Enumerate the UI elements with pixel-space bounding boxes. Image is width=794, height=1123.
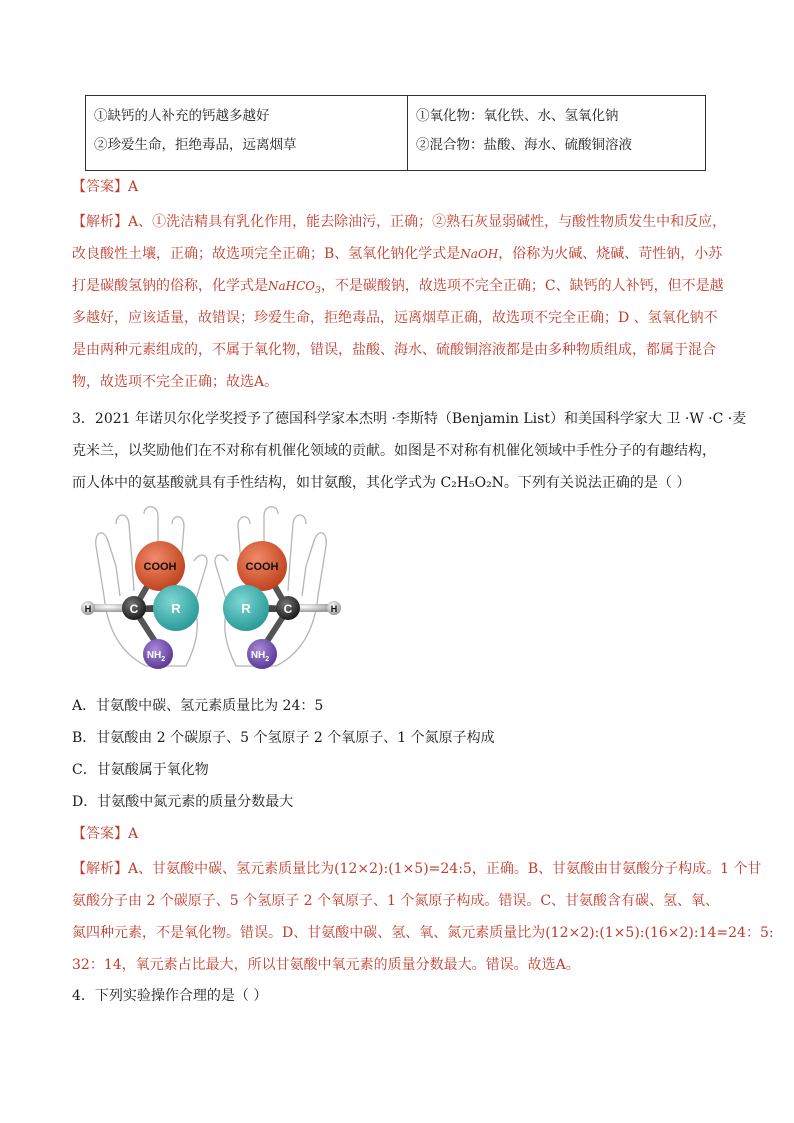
table-right-line-2: ②混合物：盐酸、海水、硫酸铜溶液	[416, 137, 632, 153]
q3-answer-tag: 【答案】	[72, 826, 128, 842]
left-cooh-label: COOH	[143, 561, 177, 573]
q3-answer	[72, 824, 732, 844]
q2-explain-text-5: ，不是碳酸钠，故选项不完全正确；C、缺钙的人补钙，但不是越	[320, 278, 724, 294]
q2-explain-tag: 【解析】	[72, 214, 128, 230]
q3-answer-value: A	[128, 826, 139, 842]
q3-explain-line-4: 32：14，氧元素占比最大，所以甘氨酸中氧元素的质量分数最大。错误。故选A。	[72, 957, 580, 973]
q2-explain-text-3: ，俗称为火碱、烧碱、苛性钠，小苏	[498, 246, 723, 262]
q3-stem-line-2: 克米兰，以奖励他们在不对称有机催化领域的贡献。如图是不对称有机催化领域中手性分子的有趣结构，	[72, 443, 716, 459]
q3-explain-line-3: 氮四种元素，不是氧化物。错误。D、甘氨酸中碳、氢、氧、氮元素质量比为(12×2):(1×5):(16×2):14=24：5:	[72, 925, 774, 941]
table-left-cell	[86, 96, 408, 171]
q2-answer-tag: 【答案】	[72, 179, 128, 195]
q2-explain-line-5: 是由两种元素组成的，不属于氧化物，错误，盐酸、海水、硫酸铜溶液都是由多种物质组成，都属于混合	[72, 342, 716, 358]
table-right-cell	[408, 96, 706, 171]
q2-explain-text-2: 改良酸性土壤，正确；故选项完全正确；B、氢氧化钠化学式是	[72, 246, 461, 262]
q3-explain-line-2: 氨酸分子由 2 个碳原子、5 个氢原子 2 个氧原子、1 个氮原子构成。错误。C、甘氨酸含有碳、氢、氧、	[72, 893, 720, 909]
q3-option-c: C．甘氨酸属于氧化物	[72, 762, 209, 778]
table-left-line-2: ②珍爱生命，拒绝毒品，远离烟草	[94, 137, 297, 153]
q3-stem-line-1: 3．2021 年诺贝尔化学奖授予了德国科学家本杰明 ·李斯特（Benjamin List）和美国科学家大 卫 ·W ·C ·麦	[72, 411, 747, 427]
right-h-label: H	[330, 604, 338, 614]
options-table	[85, 95, 706, 171]
q3-option-b: B．甘氨酸由 2 个碳原子、5 个氢原子 2 个氧原子、1 个氮原子构成	[72, 730, 495, 746]
right-nh2-label: $NH_2$	[250, 650, 270, 663]
table-right-line-1: ①氧化物：氧化铁、水、氢氧化钠	[416, 108, 619, 124]
q2-explain-text-4: 打是碳酸氢钠的俗称，化学式是	[72, 278, 268, 294]
q2-explain-line-3	[72, 276, 732, 301]
q3-explain-tag: 【解析】	[72, 861, 128, 877]
q4-stem: 4．下列实验操作合理的是（ ）	[72, 988, 268, 1004]
q3-option-a: A．甘氨酸中碳、氢元素质量比为 24：5	[72, 698, 324, 714]
table-left-line-1: ①缺钙的人补充的钙越多越好	[94, 108, 270, 124]
left-h-label: H	[84, 604, 92, 614]
q3-explain-line-1	[72, 859, 762, 879]
q3-option-d: D．甘氨酸中氮元素的质量分数最大	[72, 794, 294, 810]
left-r-label: R	[171, 601, 181, 616]
q2-explain-line-6: 物，故选项不完全正确；故选A。	[72, 374, 279, 390]
q2-explain-line-1	[72, 212, 732, 232]
left-c-label: C	[129, 602, 139, 616]
right-cooh-label: COOH	[245, 561, 279, 573]
right-c-label: C	[283, 602, 293, 616]
q2-explain-line-4: 多越好，应该适量，故错误；珍爱生命，拒绝毒品，远离烟草正确，故选项不完全正确；D 、氢氧化钠不	[72, 310, 718, 326]
q2-answer-value: A	[128, 179, 139, 195]
formula-nahco3-sub: 3	[315, 286, 321, 296]
q2-explain-text-1: A、①洗洁精具有乳化作用，能去除油污，正确；②熟石灰显弱碱性，与酸性物质发生中和反应，	[128, 214, 727, 230]
q3-explain-text-1: A、甘氨酸中碳、氢元素质量比为(12×2):(1×5)=24:5，正确。B、甘氨酸由甘氨酸分子构成。1 个甘	[128, 861, 762, 877]
q2-explain-line-2	[72, 244, 732, 264]
left-nh2-label: $NH_2$	[146, 650, 166, 663]
right-r-label: R	[241, 601, 251, 616]
formula-naoh: NaOH	[460, 247, 499, 261]
chiral-hands-figure	[76, 506, 346, 672]
formula-nahco3	[268, 279, 321, 296]
formula-nahco3-main: NaHCO	[268, 279, 316, 293]
q3-stem-line-3: 而人体中的氨基酸就具有手性结构，如甘氨酸，其化学式为 C₂H₅O₂N。下列有关说法正确的是（ ）	[72, 475, 691, 491]
q2-answer	[72, 177, 732, 197]
